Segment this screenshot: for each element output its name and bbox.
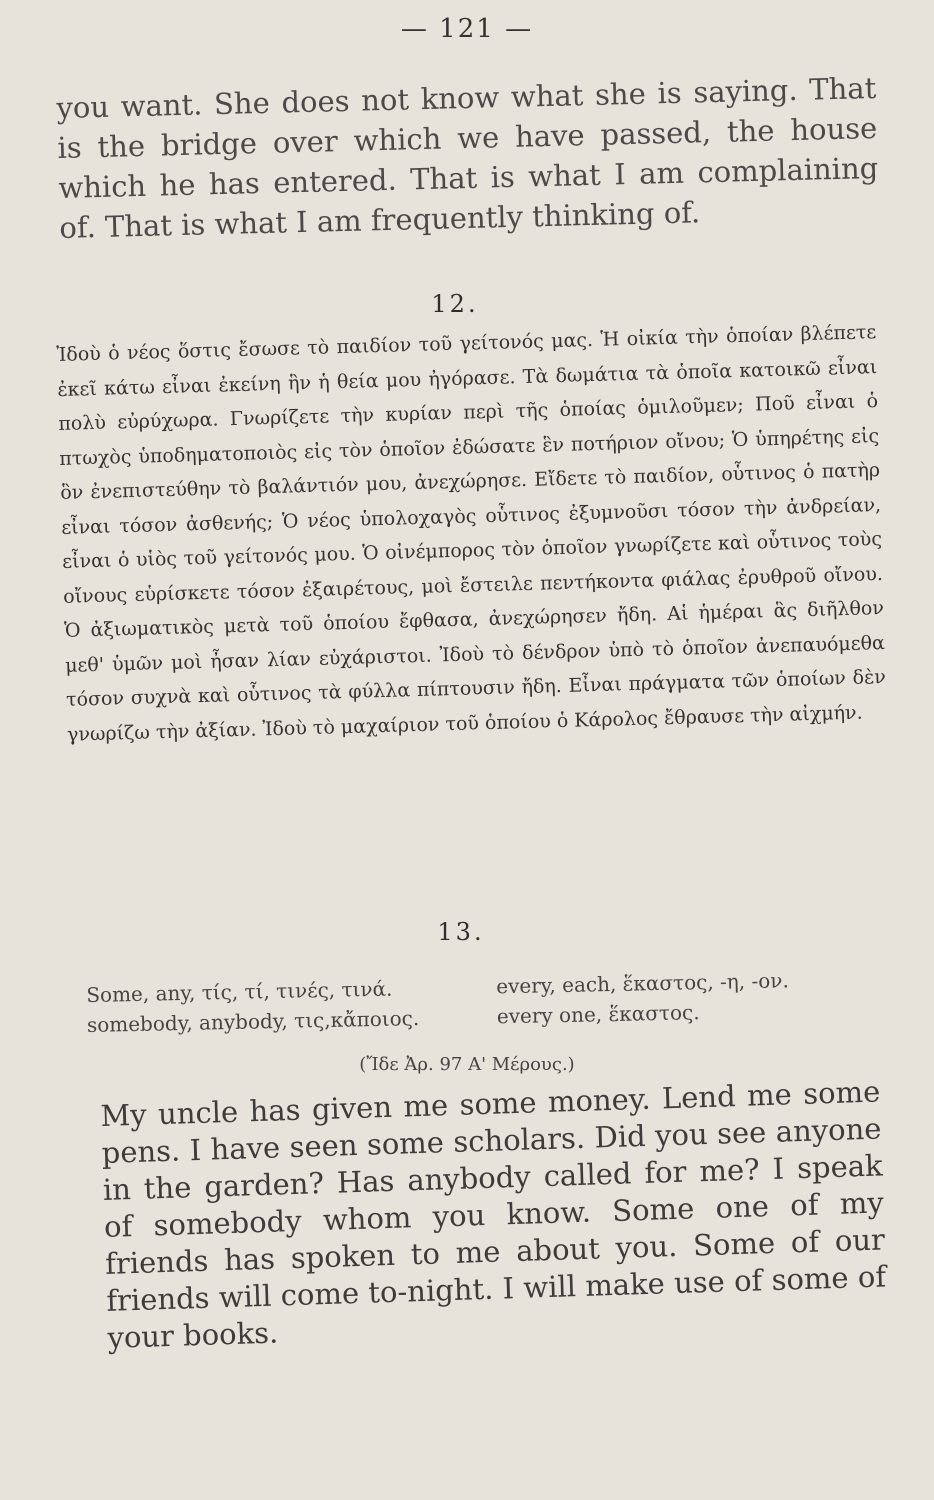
greek-exercise-paragraph: Ἰδοὺ ὁ νέος ὅστις ἔσωσε τὸ παιδίον τοῦ γείτονός μας. Ἡ οἰκία τὴν ὁποίαν βλέπετε ἐκεῖ κάτω εἶναι ἐκείνη ἣν ἡ θεία μου ἠγόρασε. Τὰ δωμάτια τὰ ὁποῖα κατοικῶ εἶναι πολὺ εὐρύχωρα. Γνωρίζετε τὴν κυρίαν περὶ τῆς ὁποίας ὁμιλοῦμεν; Ποῦ εἶναι ὁ πτωχὸς ὑποδηματοποιὸς εἰς τὸν ὁποῖον ἐδώσατε ἓν ποτήριον οἴνου; Ὁ ὑπηρέτης εἰς ὃν ἐνεπιστεύθην τὸ βαλάντιόν μου, ἀνεχώρησε. Εἴδετε τὸ παιδίον, οὗτινος ὁ πατὴρ εἶναι τόσον ἀσθενής; Ὁ νέος ὑπολοχαγὸς οὗτινος ἐξυμνοῦσι τόσον τὴν ἀνδρείαν, εἶναι ὁ υἱὸς τοῦ γείτονός μου. Ὁ οἰνέμπορος τὸν ὁποῖον γνωρίζετε καὶ οὗτινος τοὺς οἴνους εὑρίσκετε τόσον ἐξαιρέτους, μοὶ ἔστειλε πεντήκοντα φιάλας ἐρυθροῦ οἴνου. Ὁ ἀξιωματικὸς μετὰ τοῦ ὁποίου ἔφθασα, ἀνεχώρησεν ἤδη. Αἱ ἡμέραι ἃς διῆλθον μεθ' ὑμῶν μοὶ ἦσαν λίαν εὐχάριστοι. Ἰδοὺ τὸ δένδρον ὑπὸ τὸ ὁποῖον ἀνεπαυόμεθα τόσον συχνὰ καὶ οὗτινος τὰ φύλλα πίπτουσιν ἤδη. Εἶναι πράγματα τῶν ὁποίων δὲν γνωρίζω τὴν ἀξίαν. Ἰδοὺ τὸ μαχαίριον τοῦ ὁποίου ὁ Κάρολος ἔθραυσε τὴν αἰχμήν. <box>56 321 887 746</box>
vocabulary-list <box>86 963 886 1037</box>
page-number: — 121 — <box>400 14 534 44</box>
grammar-reference: (Ἴδε Ἀρ. 97 Α' Μέρους.) <box>359 1054 575 1075</box>
vocabulary-column-left <box>86 973 420 1040</box>
vocabulary-entry: somebody, anybody, τις,κἄποιος. <box>86 1006 420 1037</box>
english-exercise-paragraph: My uncle has given me some money. Lend me some pens. I have seen some scholars. Did you see anyone in the garden? Has anybody called for me? I speak of somebody whom you know. Some one of my friends has spoken to me about you. Some of our friends will come to-night. I will make use of some of your books. <box>100 1074 887 1355</box>
vocabulary-entry: every one, ἕκαστος. <box>496 1000 700 1029</box>
section-heading-12: 12. <box>431 290 479 318</box>
vocabulary-column-right <box>496 965 790 1031</box>
vocabulary-entry: Some, any, τίς, τί, τινές, τινά. <box>86 976 393 1007</box>
vocabulary-entry: every, each, ἕκαστος, -η, -ον. <box>495 968 790 999</box>
section-heading-13: 13. <box>437 918 485 946</box>
exercise-paragraph-top: you want. She does not know what she is saying. That is the bridge over which we have passed, the house which he has entered. That is what I am complaining of. That is what I am frequently thinking of. <box>56 70 879 245</box>
